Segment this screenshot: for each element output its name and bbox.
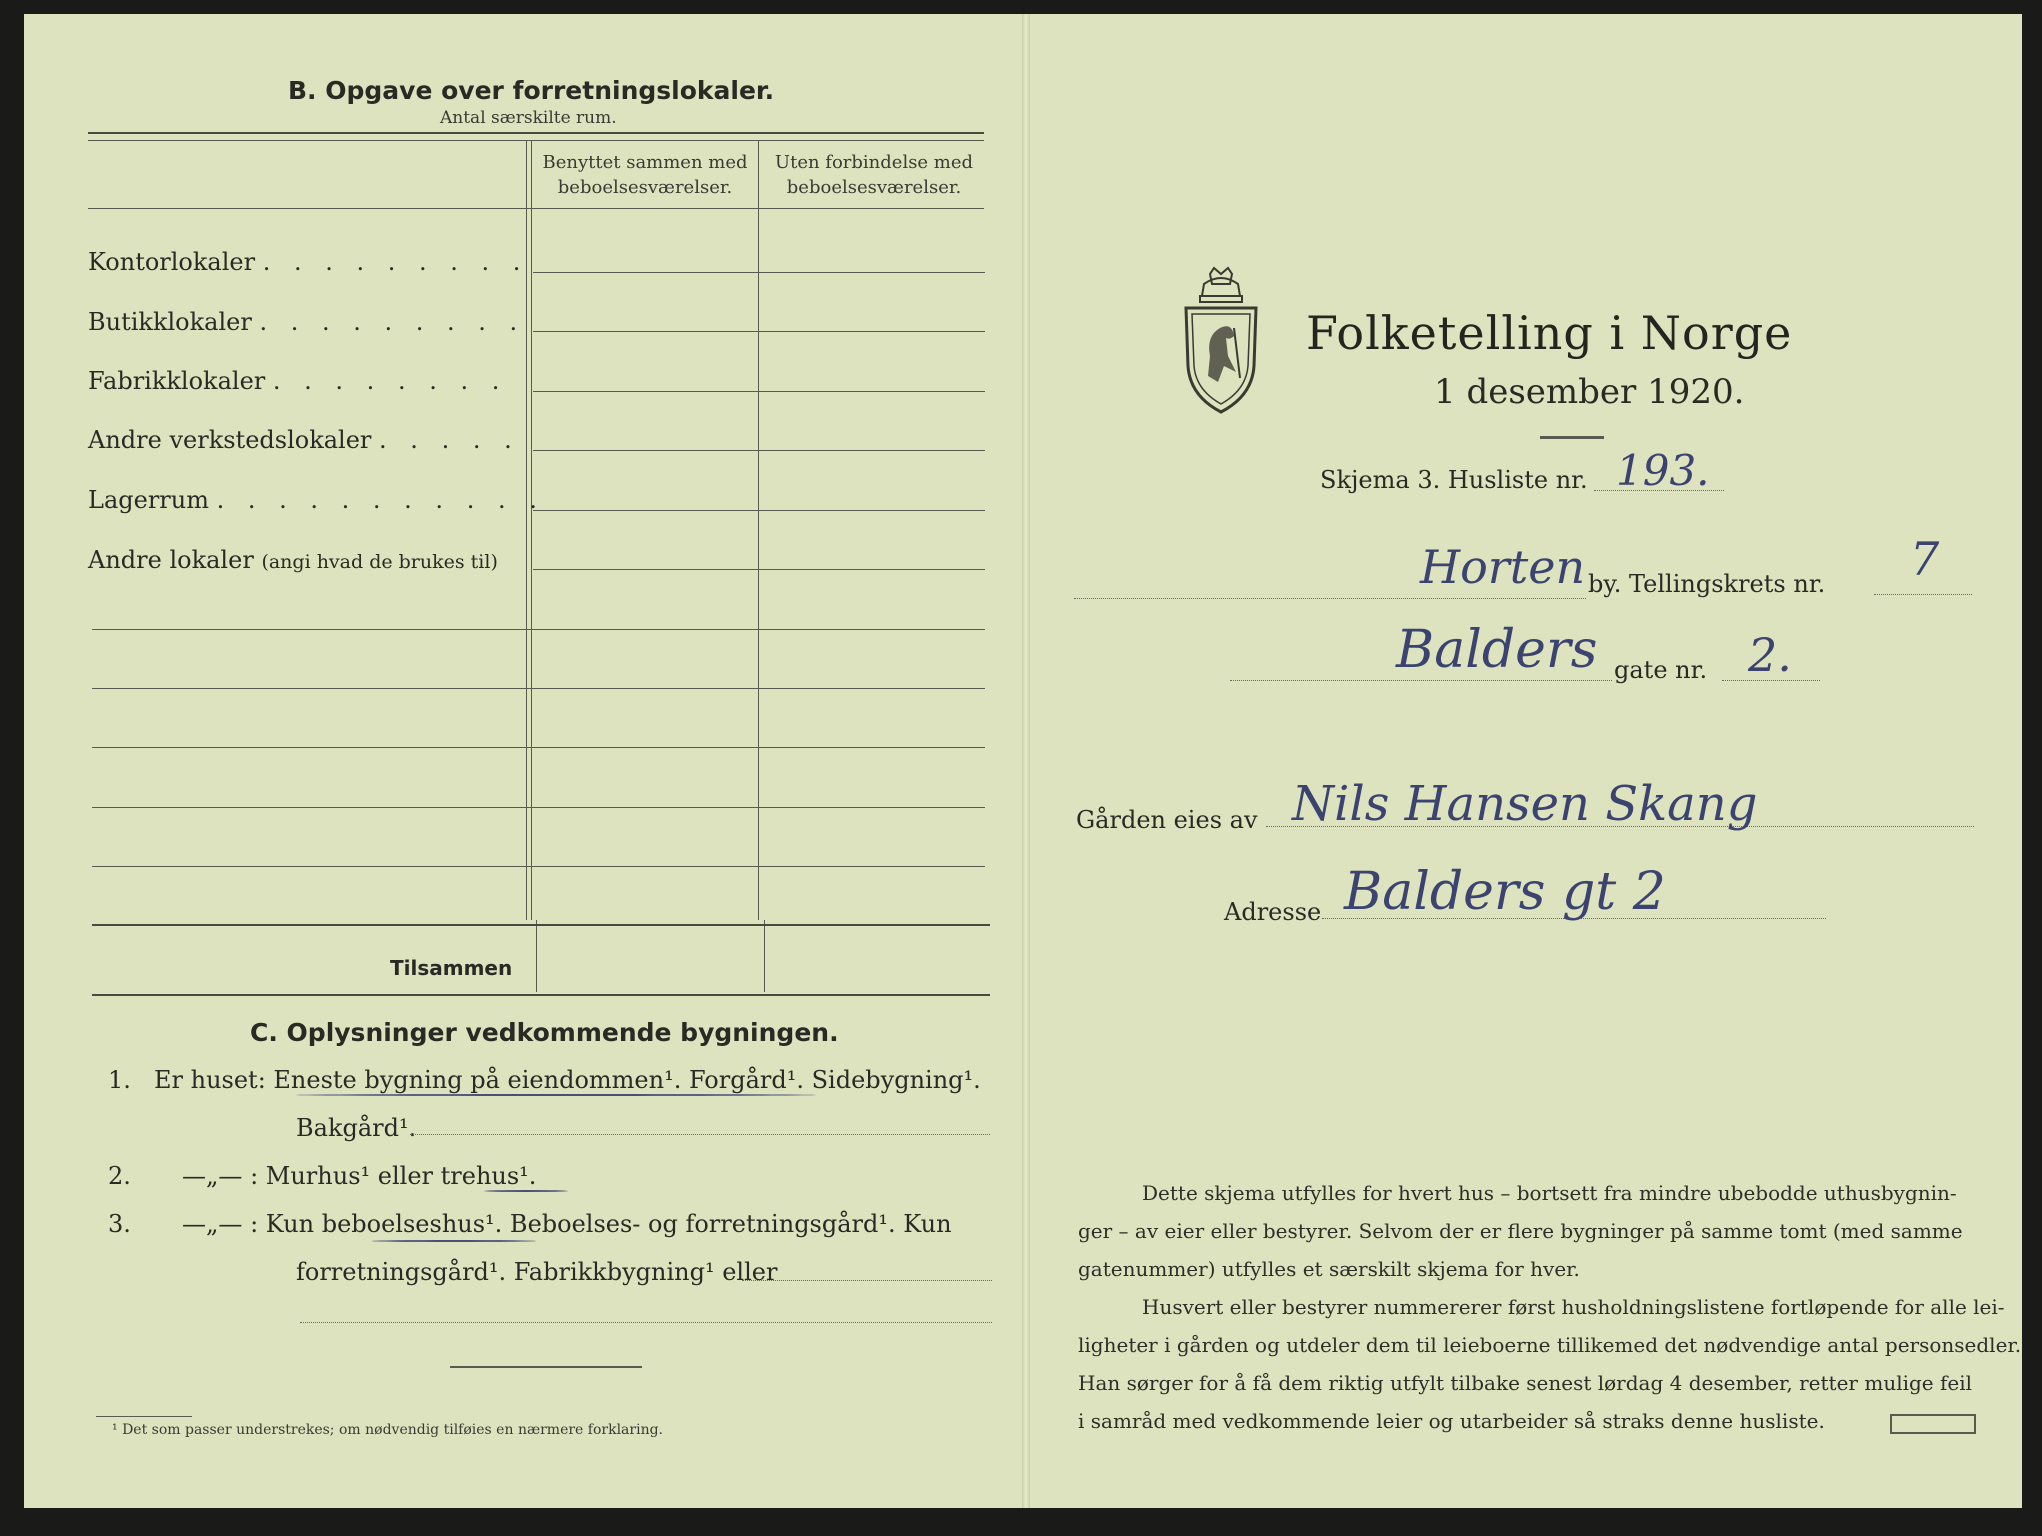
- q1-text: Er huset: Eneste bygning på eiendommen¹. Forgård¹. Sidebygning¹.: [154, 1066, 981, 1094]
- q1-continuation: Bakgård¹.: [296, 1114, 417, 1142]
- gate-number: 2.: [1748, 628, 1792, 682]
- main-title: Folketelling i Norge: [1306, 306, 1793, 360]
- q1-hand-underline: [296, 1094, 816, 1096]
- coat-of-arms-icon: [1180, 266, 1262, 414]
- census-date: 1 desember 1920.: [1434, 372, 1745, 412]
- table-top-rule: [88, 132, 984, 134]
- krets-number: 7: [1910, 532, 1940, 586]
- instructions-paragraph-2: Husvert eller bestyrer nummererer først husholdningslistene fortløpende for alle lei- ligheter i gården og utdeler dem til leieboerne tillikemed det nødvendige antal personsedler. Han sørger for å få dem riktig utfylt tilbake senest lørdag 4 desember, retter mulige feil i samråd med vedkommende leier og utarbeider så straks denne husliste.: [1078, 1295, 2022, 1433]
- q2-number: 2.: [108, 1162, 131, 1190]
- col-header-1: Benyttet sammen med beboelsesværelser.: [542, 152, 748, 198]
- q3-continuation: forretningsgård¹. Fabrikkbygning¹ eller: [296, 1258, 778, 1286]
- gate-label: gate nr.: [1614, 656, 1708, 684]
- q2-text: —„— : Murhus¹ eller trehus¹.: [182, 1162, 537, 1190]
- q3-text: —„— : Kun beboelseshus¹. Beboelses- og forretningsgård¹. Kun: [182, 1210, 952, 1238]
- instructions-paragraph-1: Dette skjema utfylles for hvert hus – bortsett fra mindre ubebodde uthusbygnin- ger – av eier eller bestyrer. Selvom der er flere bygninger på samme tomt (med samme gatenummer) utfylles et særskilt skjema for hver.: [1078, 1181, 1963, 1281]
- address-label: Adresse: [1224, 898, 1322, 926]
- q3-hand-underline: [372, 1240, 536, 1242]
- owner-handwritten: Nils Hansen Skang: [1292, 776, 1758, 832]
- row-fabrikklokaler: Fabrikklokaler . . . . . . . .: [88, 367, 508, 395]
- street-handwritten: Balders: [1396, 620, 1598, 680]
- address-handwritten: Balders gt 2: [1344, 862, 1666, 922]
- section-c-title: C. Oplysninger vedkommende bygningen.: [250, 1018, 839, 1047]
- row-andre-verksted: Andre verkstedslokaler . . . . .: [88, 426, 520, 454]
- owner-label: Gården eies av: [1076, 806, 1258, 834]
- printer-stamp: [1890, 1414, 1976, 1434]
- footnote: ¹ Det som passer understrekes; om nødvendig tilføies en nærmere forklaring.: [112, 1422, 664, 1438]
- q3-number: 3.: [108, 1210, 131, 1238]
- row-lagerrum: Lagerrum . . . . . . . . . . .: [88, 486, 545, 514]
- by-label: by. Tellingskrets nr.: [1588, 570, 1826, 598]
- row-kontorlokaler: Kontorlokaler . . . . . . . . .: [88, 248, 529, 276]
- col-header-2: Uten forbindelse med beboelsesværelser.: [774, 152, 974, 198]
- q2-hand-underline: [484, 1190, 568, 1192]
- total-label: Tilsammen: [390, 956, 513, 980]
- row-butikklokaler: Butikklokaler . . . . . . . . .: [88, 308, 526, 336]
- city-handwritten: Horten: [1420, 540, 1586, 594]
- row-andre-lokaler: Andre lokaler (angi hvad de brukes til): [88, 546, 498, 574]
- page-fold: [1022, 14, 1030, 1508]
- section-b-subtitle: Antal særskilte rum.: [440, 108, 617, 128]
- section-b-title: B. Opgave over forretningslokaler.: [288, 76, 775, 105]
- husliste-number: 193.: [1616, 446, 1710, 495]
- q1-number: 1.: [108, 1066, 131, 1094]
- skjema-label: Skjema 3. Husliste nr.: [1320, 466, 1588, 494]
